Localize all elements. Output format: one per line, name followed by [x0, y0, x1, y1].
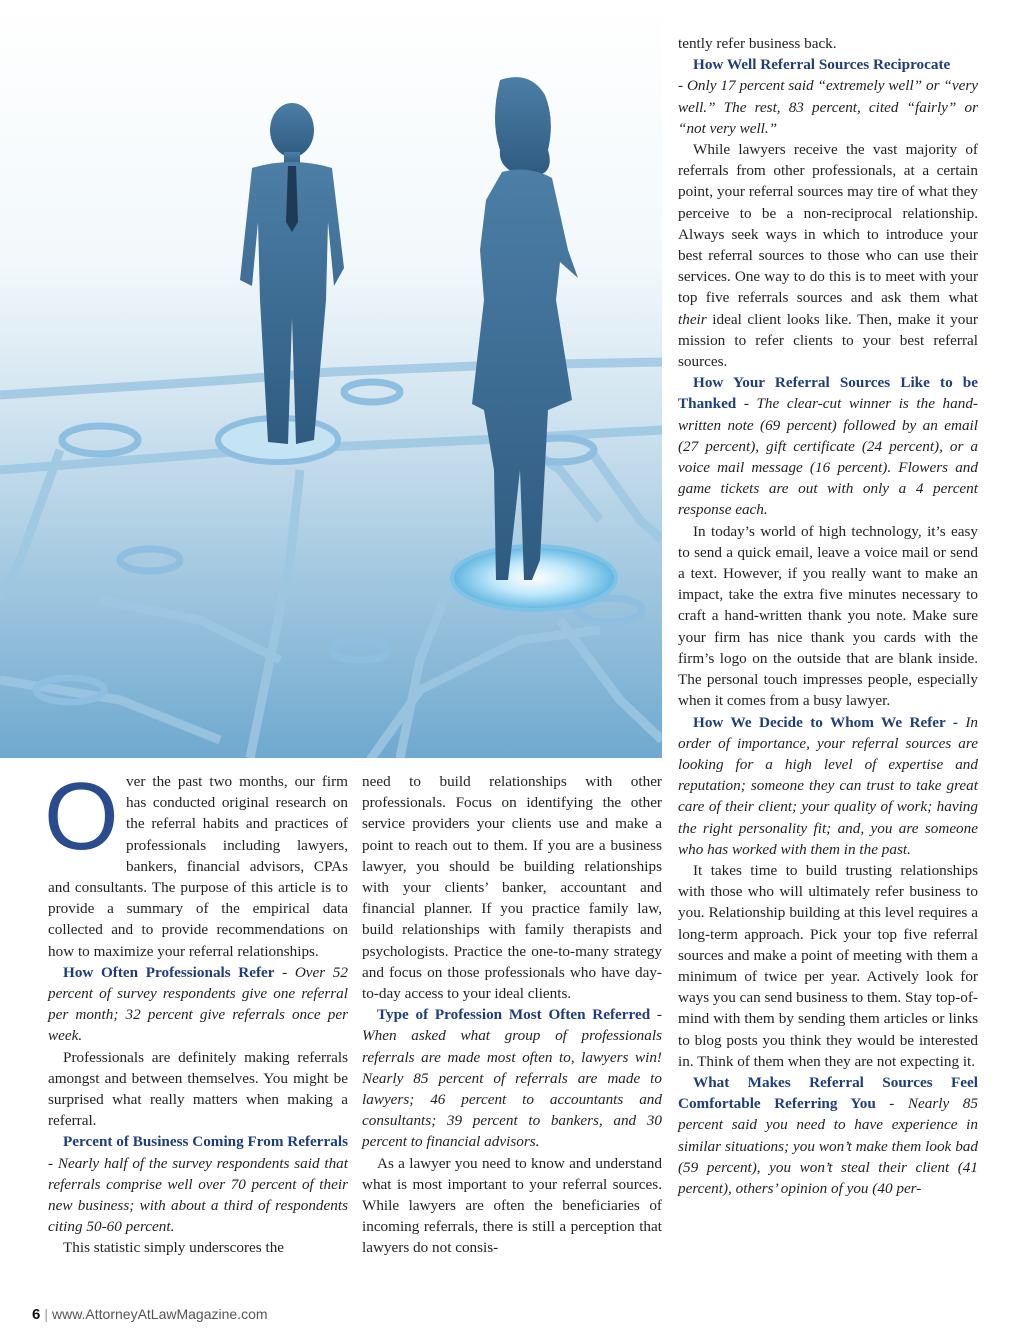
- column-3: [678, 33, 978, 1199]
- paragraph: As a lawyer you need to know and understand what is most important to your referral sources. While lawyers are often the beneficiaries of incoming referrals, there is still a perception that lawyers do not consis-: [362, 1154, 662, 1257]
- subheading: What Makes Referral Sources Feel Comfortable Referring You: [678, 1073, 978, 1113]
- hero-illustration: [0, 0, 662, 758]
- subheading: How We Decide to Whom We Refer -: [693, 713, 958, 731]
- section-type-of-profession: Type of Profession Most Often Referred - When asked what group of professionals referrals are made most often to, lawyers win! Nearly 85 percent of referrals are made to lawyers; 46 percent to accountants and consultants; 39 percent to bankers, and 30 percent to financial advisors.: [362, 1006, 662, 1151]
- paragraph: It takes time to build trusting relationships with those who will ultimately refer business to you. Relationship building at this level requires a long-term approach. Pick your top five referral sources and make a point of meeting with them a minimum of twice per year. Actively look for ways you can send business to them. Stay top-of-mind with them by sending them articles or links to blog posts you think they would be interested in. Think of them when they are not expecting it.: [678, 861, 978, 1070]
- section-percent-business: Percent of Business Coming From Referrals - Nearly half of the survey respondents said that referrals comprise well over 70 percent of their new business; with about a third of respondents citing 50-60 percent.: [48, 1133, 348, 1236]
- drop-cap: O: [44, 763, 119, 870]
- subheading: Type of Profession Most Often Referred: [377, 1006, 651, 1024]
- column-1: [44, 763, 348, 1259]
- footer-separator: |: [44, 1306, 48, 1322]
- paragraph: This statistic simply underscores the: [63, 1239, 285, 1257]
- paragraph: In today’s world of high technology, it’s easy to send a quick email, leave a voice mail or send a text. However, if you really want to make an impact, take the extra five minutes necessary to craft a hand-written thank you note. Make sure your firm has nice thank you cards with the firm’s logo on the outside that are blank inside. The personal touch impresses people, especially when it comes from a busy lawyer.: [678, 522, 978, 710]
- section-reciprocate: How Well Referral Sources Reciprocate - Only 17 percent said “extremely well” or “very well.” The rest, 83 percent, cited “fairly” or “not very well.”: [678, 56, 978, 137]
- page-number: 6: [32, 1306, 41, 1323]
- subheading: How Often Professionals Refer: [63, 963, 275, 981]
- subheading: How Your Referral Sources Like to be Thanked: [678, 374, 978, 413]
- section-decide-whom: How We Decide to Whom We Refer - In order of importance, your referral sources are looking for a high level of expertise and reputation; someone they can trust to take great care of their client; your quality of work; having the right personality fit; and, you are someone who has worked with them in the past.: [678, 713, 979, 858]
- paragraph: tently refer business back.: [678, 35, 837, 52]
- intro-paragraph: Over the past two months, our firm has conducted original research on the referral habits and practices of professionals including lawyers, bankers, financial advisors, CPAs and consultants. The purpose of this article is to provide a summary of the empirical data collected and to provide recommendations on how to maximize your referral relationships.: [44, 763, 348, 960]
- page-footer: [32, 1306, 268, 1323]
- section-comfortable: What Makes Referral Sources Feel Comfortable Referring You - Nearly 85 percent said you need to have experience in similar situations; you won’t make them look bad (59 percent), you won’t steal their client (41 percent), others’ opinion of you (40 per-: [678, 1073, 978, 1197]
- column-2: [362, 771, 662, 1259]
- paragraph: Professionals are definitely making referrals amongst and between themselves. You might be surprised what really matters when making a referral.: [48, 1048, 348, 1130]
- paragraph: need to build relationships with other professionals. Focus on identifying the other service providers your clients use and make a point to reach out to them. If you are a business lawyer, you should be building relationships with your clients’ banker, accountant and financial planner. If you practice family law, build relationships with family therapists and psychologists. Practice the one-to-many strategy and focus on those professionals who have day-to-day access to your ideal clients.: [362, 773, 662, 1003]
- paragraph: While lawyers receive the vast majority of referrals from other professionals, at a certain point, your referral sources may tire of what they perceive to be a non-reciprocal relationship. Always seek ways in which to introduce your best referral sources to those who can use their services. One way to do this is to meet with your top five referrals sources and ask them what their ideal client looks like. Then, make it your mission to refer clients to your best referral sources.: [678, 141, 978, 371]
- section-thanked: How Your Referral Sources Like to be Thanked - The clear-cut winner is the hand-written note (69 percent) followed by an email (27 percent), gift certificate (24 percent), or a voice mail message (16 percent). Flowers and game tickets are out with only a 4 percent response each.: [678, 374, 978, 519]
- subheading: How Well Referral Sources Reciprocate: [693, 56, 951, 74]
- subheading: Percent of Business Coming From Referrals: [63, 1133, 348, 1151]
- website-url: www.AttorneyAtLawMagazine.com: [51, 1306, 268, 1322]
- section-how-often-refer: How Often Professionals Refer - Over 52 percent of survey respondents give one referral per month; 32 percent give referrals once per week.: [48, 963, 348, 1045]
